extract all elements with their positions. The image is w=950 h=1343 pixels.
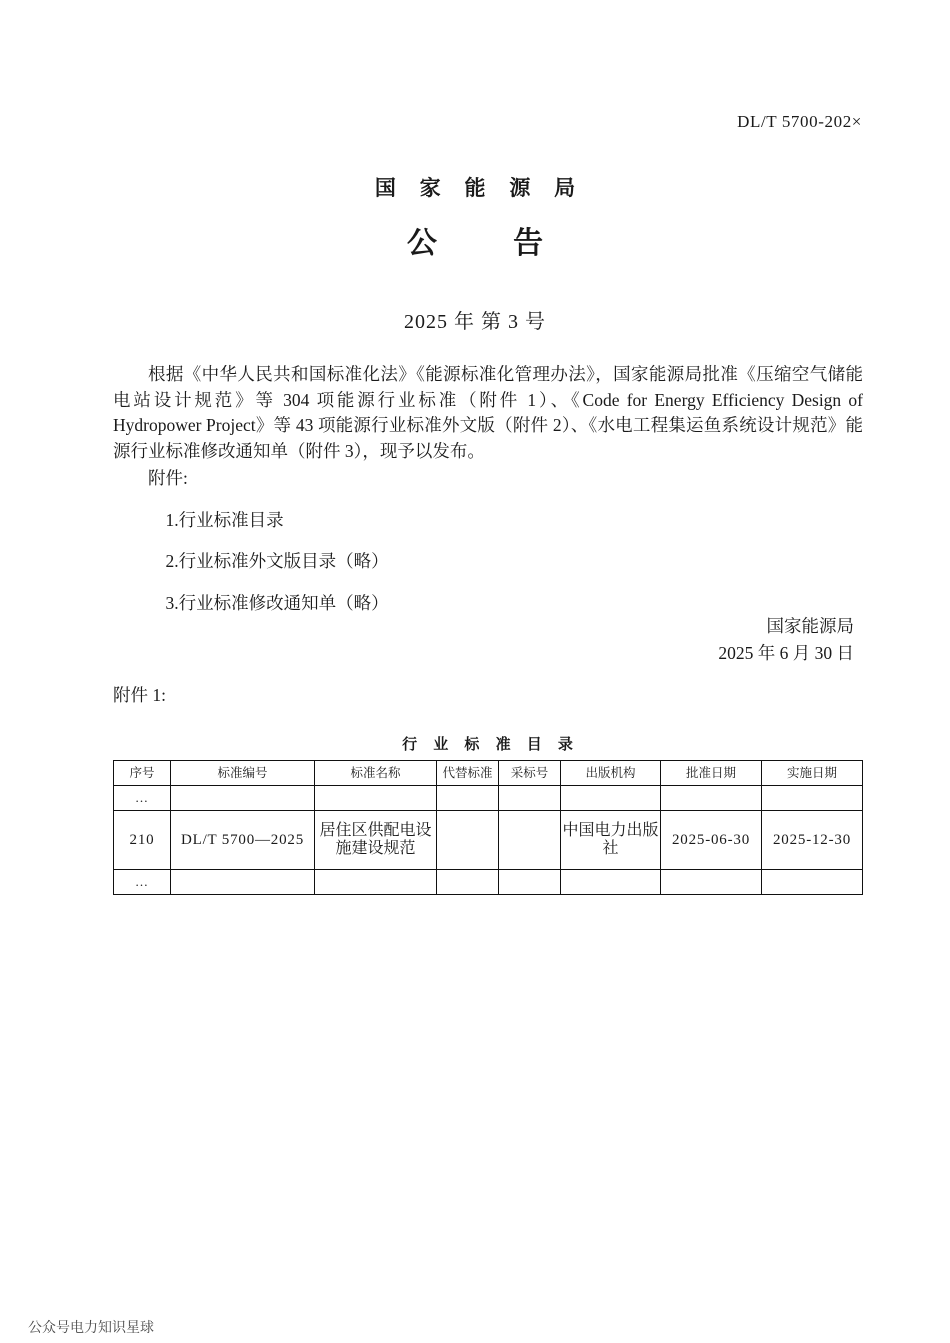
attachment-item-3: 3.行业标准修改通知单（略） [165,592,389,613]
column-header-sequence: 序号 [114,761,171,786]
attachments-label: 附件: [148,468,188,488]
column-header-replaces: 代替标准 [437,761,499,786]
cell-sequence: … [114,786,171,811]
column-header-effective: 实施日期 [762,761,863,786]
document-kind-title: 公 告 [406,227,578,260]
footer-watermark: 公众号电力知识星球 [28,1319,154,1335]
cell-effective: 2025-12-30 [762,811,863,870]
cell-adoption [499,786,561,811]
signature-block [0,613,854,667]
cell-effective [762,870,863,895]
running-header-standard-code: DL/T 5700-202× [737,112,862,131]
cell-adoption [499,811,561,870]
issuer-title: 国 家 能 源 局 [374,177,585,200]
cell-approval: 2025-06-30 [661,811,762,870]
cell-sequence: … [114,870,171,895]
signature-organization: 国家能源局 [766,616,854,636]
cell-replaces [437,811,499,870]
main-paragraph: 根据《中华人民共和国标准化法》《能源标准化管理办法》，国家能源局批准《压缩空气储能电站设计规范》等 304 项能源行业标准（附件 1）、《Code for Energy Efficiency Design of Hydropower Project》等 43 项能源行业标准外文版（附件 2）、《水电工程集运鱼系统设计规范》能源行业标准修改通知单（附件 3），现予以发布。 [113,364,863,461]
attachment-item-2: 2.行业标准外文版目录（略） [165,551,389,571]
cell-approval [661,870,762,895]
attachment-item-1: 1.行业标准目录 [165,509,284,530]
column-header-adoption: 采标号 [499,761,561,786]
signature-date: 2025 年 6 月 30 日 [718,643,854,663]
cell-replaces [437,870,499,895]
standards-table-title: 行 业 标 准 目 录 [402,736,579,753]
cell-publisher [561,870,661,895]
cell-approval [661,786,762,811]
cell-std-name: 居住区供配电设施建设规范 [315,811,437,870]
cell-std-code: DL/T 5700—2025 [171,811,315,870]
cell-replaces [437,786,499,811]
column-header-std-code: 标准编号 [171,761,315,786]
cell-std-code [171,870,315,895]
table-header-row [114,761,863,786]
body-content [113,362,863,616]
cell-std-name [315,786,437,811]
annex-label: 附件 1: [113,685,166,705]
table-row [114,811,863,870]
standards-catalog-table [113,760,863,895]
column-header-std-name: 标准名称 [315,761,437,786]
cell-adoption [499,870,561,895]
column-header-publisher: 出版机构 [561,761,661,786]
column-header-approval: 批准日期 [661,761,762,786]
cell-std-code [171,786,315,811]
table-row [114,786,863,811]
cell-sequence: 210 [114,811,171,870]
cell-publisher [561,786,661,811]
cell-effective [762,786,863,811]
cell-std-name [315,870,437,895]
table-row [114,870,863,895]
document-number: 2025 年 第 3 号 [404,311,546,333]
cell-publisher: 中国电力出版社 [561,811,661,870]
